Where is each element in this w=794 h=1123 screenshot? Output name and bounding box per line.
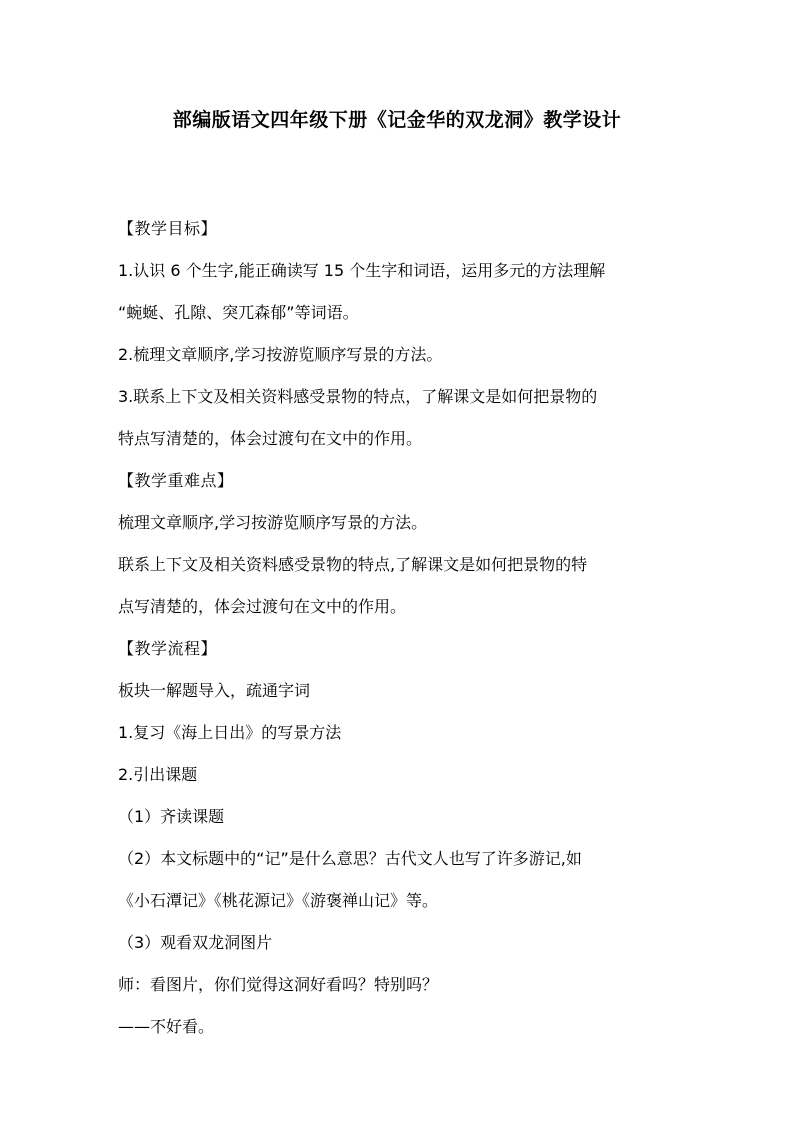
key-point-1: 梳理文章顺序,学习按游览顺序写景的方法。 — [118, 513, 428, 532]
goal-1-line-2: “蜿蜒、孔隙、突兀森郁”等词语。 — [118, 303, 359, 322]
key-point-2-line-1: 联系上下文及相关资料感受景物的特点,了解课文是如何把景物的特 — [118, 555, 588, 574]
goal-2: 2.梳理文章顺序,学习按游览顺序写景的方法。 — [118, 345, 443, 364]
section-heading-key-points: 【教学重难点】 — [118, 471, 234, 490]
section-heading-teaching-process: 【教学流程】 — [118, 639, 218, 658]
step-2-1: （1）齐读课题 — [118, 807, 225, 826]
step-2: 2.引出课题 — [118, 765, 198, 784]
goal-3-line-1: 3.联系上下文及相关资料感受景物的特点，了解课文是如何把景物的 — [118, 387, 598, 406]
step-1: 1.复习《海上日出》的写景方法 — [118, 723, 342, 742]
block-1-heading: 板块一解题导入，疏通字词 — [118, 681, 311, 700]
document-title: 部编版语文四年级下册《记金华的双龙洞》教学设计 — [172, 109, 622, 131]
section-heading-teaching-goals: 【教学目标】 — [118, 219, 218, 238]
step-2-2-line-2: 《小石潭记》《桃花源记》《游褒禅山记》等。 — [118, 891, 439, 910]
teacher-line: 师：看图片，你们觉得这洞好看吗？特别吗？ — [118, 975, 439, 994]
step-2-2-line-1: （2）本文标题中的“记”是什么意思？古代文人也写了许多游记,如 — [118, 849, 582, 868]
document-body — [118, 208, 686, 1048]
goal-1-line-1: 1.认识 6 个生字,能正确读写 15 个生字和词语，运用多元的方法理解 — [118, 261, 606, 280]
key-point-2-line-2: 点写清楚的，体会过渡句在文中的作用。 — [118, 597, 407, 616]
step-2-3: （3）观看双龙洞图片 — [118, 933, 273, 952]
answer-line: ——不好看。 — [118, 1017, 215, 1036]
goal-3-line-2: 特点写清楚的，体会过渡句在文中的作用。 — [118, 429, 423, 448]
